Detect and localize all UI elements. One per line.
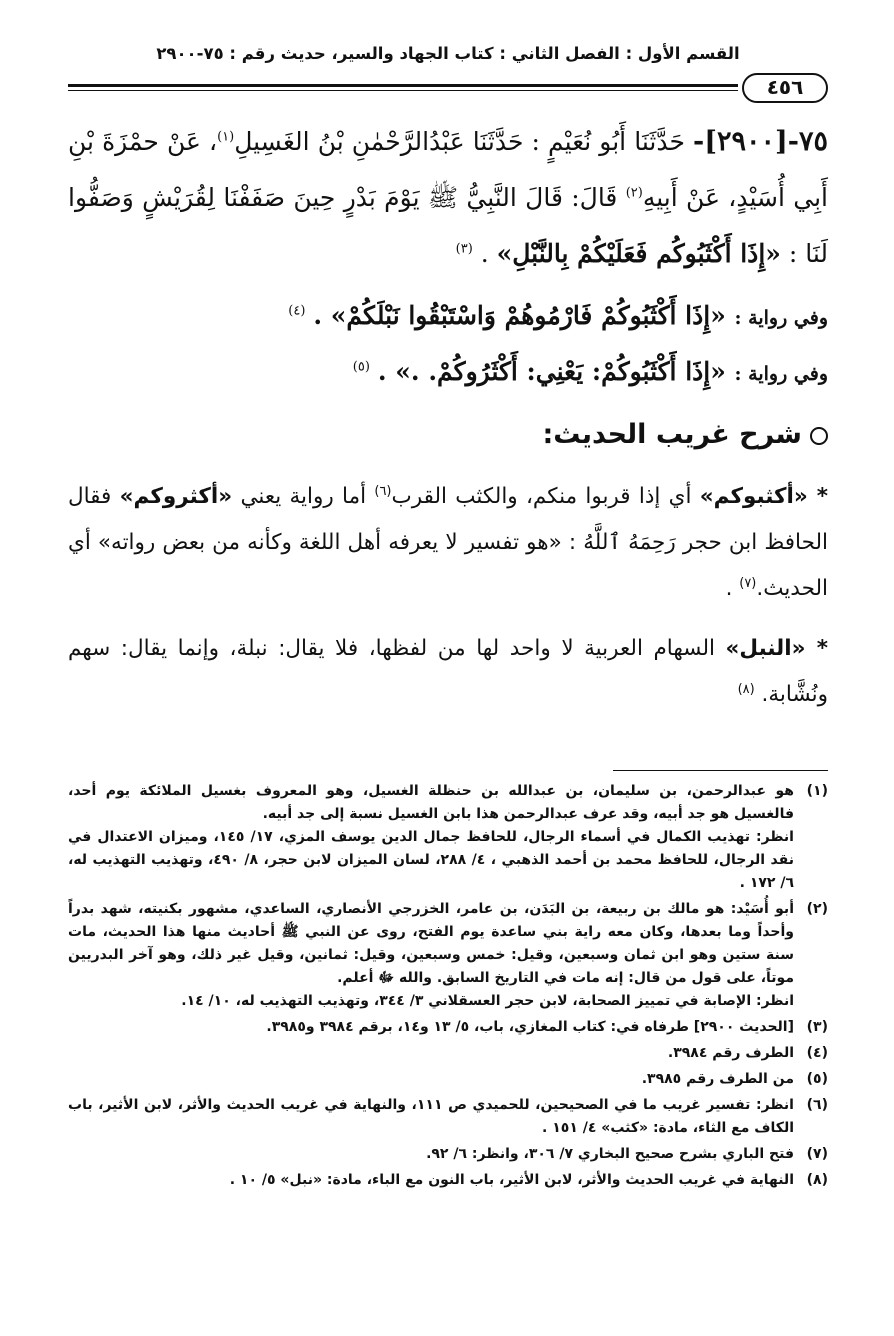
- hadith-number: ٧٥-[٢٩٠٠]-: [692, 126, 828, 157]
- explanation-text: السهام العربية لا واحد لها من لفظها، فلا يقال: نبلة، وإنما يقال: سهم ونُشَّابة.: [68, 636, 828, 707]
- explanation-1: [68, 474, 828, 612]
- footnote-line: انظر: تفسير غريب ما في الصحيحين، للحميدي ص ١١١، والنهاية في غريب الحديث والأثر، لابن الأثير، باب الكاف مع الثاء، مادة: «كثب» ٤/ ١٥١ .: [68, 1097, 794, 1136]
- section-title: [68, 410, 828, 460]
- footnote-4: [68, 1042, 828, 1065]
- footnote-body: [68, 1042, 794, 1065]
- variant-text: «إِذَا أَكْثَبُوكُمْ: يَعْنِي: أَكْثَرُوكُمْ. .» .: [377, 357, 735, 386]
- footnote-ref-4[interactable]: (٤): [288, 303, 306, 319]
- footnote-number: (٣): [806, 1019, 828, 1035]
- footnote-ref-7[interactable]: (٧): [739, 575, 757, 591]
- hadith-isnad-2: ، عَنْ حمْزَةَ بْنِ أَبِي أُسَيْدٍ، عَنْ أَبِيهِ: [68, 127, 828, 212]
- footnote-number: (٦): [806, 1097, 828, 1113]
- footnote-body: [68, 1169, 794, 1192]
- footnotes: [68, 780, 828, 1195]
- hadith-text: [68, 114, 828, 282]
- footnote-number: (٢): [806, 901, 828, 917]
- footnote-number: (٥): [806, 1071, 828, 1087]
- footnote-7: [68, 1143, 828, 1166]
- hadith-matn-intro: قَالَ: قَالَ النَّبِيُّ ﷺ يَوْمَ بَدْرٍ حِينَ صَفَفْنَا لِقُرَيْشٍ وَصَفُّوا لَنَا :: [68, 183, 828, 268]
- variant-label: وفي رواية :: [734, 307, 828, 329]
- footnote-line: النهاية في غريب الحديث والأثر، لابن الأثير، باب النون مع الباء، مادة: «نبل» ٥/ ١٠ .: [229, 1172, 794, 1188]
- hadith-isnad-1: حَدَّثَنَا أَبُو نُعَيْمٍ : حَدَّثَنَا عَبْدُالرَّحْمٰنِ بْنُ الغَسِيلِ: [234, 127, 693, 156]
- header-rule-thin: [68, 90, 738, 91]
- footnote-5: [68, 1068, 828, 1091]
- footnote-ref-3[interactable]: (٣): [455, 241, 473, 257]
- footnote-number: (١): [806, 783, 828, 799]
- explanation-term-2: «أكثروكم»: [119, 484, 233, 509]
- footnote-separator: [613, 770, 828, 771]
- section-title-text: شرح غريب الحديث:: [542, 419, 802, 450]
- footnote-ref-5[interactable]: (٥): [352, 359, 370, 375]
- footnote-line: فتح الباري بشرح صحيح البخاري ٧/ ٣٠٦، وانظر: ٦/ ٩٢.: [426, 1146, 794, 1162]
- header-rule-thick: [68, 84, 738, 87]
- variant-1: [68, 288, 828, 346]
- hadith-end: .: [480, 239, 497, 268]
- footnote-1: [68, 780, 828, 895]
- explanation-term: * «النبل»: [725, 636, 828, 661]
- circle-bullet-icon: [810, 427, 828, 445]
- variant-label: وفي رواية :: [734, 363, 828, 385]
- footnote-line: أبو أُسَيْد: هو مالك بن ربيعة، بن البَدَن، بن عامر، الخزرجي الأنصاري، الساعدي، مشهور بكنيته، شهد بدراً وأحداً وما بعدها، وكان معه راية بني ساعدة يوم الفتح، روى عن النبي ﷺ أحاديث منها هذا الحديث، مات سنة ستين وهو ابن ثمان وسبعين، وقيل: خمس وسبعين، وقيل: ثمانين، وقيل غير ذلك، وهو آخر البدريين موتاً، على قول من قال: إنه مات في التاريخ السابق. والله ﷻ أعلم.: [68, 901, 794, 986]
- explanation-text: أما رواية يعني: [232, 484, 375, 509]
- footnote-ref-8[interactable]: (٨): [737, 681, 755, 697]
- footnote-line: انظر: تهذيب الكمال في أسماء الرجال، للحافظ جمال الدين يوسف المزي، ١٧/ ١٤٥، وميزان الاعتدال في نقد الرجال، للحافظ محمد بن أحمد الذهبي ، ٤/ ٢٨٨، لسان الميزان لابن حجر، ٨/ ٤٩٠، وتهذيب التهذيب له، ٦/ ١٧٢ .: [68, 829, 794, 891]
- footnote-ref-6[interactable]: (٦): [374, 483, 392, 499]
- footnote-number: (٤): [806, 1045, 828, 1061]
- book-page: [68, 34, 828, 1294]
- footnote-6: [68, 1094, 828, 1140]
- footnote-line: انظر: الإصابة في تمييز الصحابة، لابن حجر العسقلاني ٣/ ٣٤٤، وتهذيب التهذيب له، ١٠/ ١٤.: [181, 993, 794, 1009]
- footnote-line: هو عبدالرحمن، بن سليمان، بن عبدالله بن حنظلة الغسيل، وهو المعروف بغسيل الملائكة يوم أحد، فالغسيل هو جد أبيه، وقد عرف عبدالرحمن هذا بابن الغسيل نسبة إلى جد أبيه.: [68, 783, 794, 822]
- footnote-8: [68, 1169, 828, 1192]
- explanation-end: .: [725, 576, 740, 601]
- footnote-body: [68, 1016, 794, 1039]
- footnote-ref-1[interactable]: (١): [217, 129, 235, 145]
- footnote-number: (٨): [806, 1172, 828, 1188]
- footnote-body: [68, 780, 794, 895]
- page-number: ٤٥٦: [742, 73, 828, 103]
- footnote-body: [68, 1094, 794, 1140]
- variant-text: «إِذَا أَكْثَبُوكُمْ فَارْمُوهُمْ وَاسْتَبْقُوا نَبْلَكُمْ» .: [313, 301, 735, 330]
- footnote-3: [68, 1016, 828, 1039]
- footnote-ref-2[interactable]: (٢): [625, 185, 643, 201]
- explanation-text: فقال الحافظ ابن حجر رَحِمَهُ ٱللَّهُ : «هو تفسير لا يعرفه أهل اللغة وكأنه من بعض رواته» أي الحديث.: [68, 484, 828, 601]
- footnote-2: [68, 898, 828, 1013]
- footnote-number: (٧): [806, 1146, 828, 1162]
- footnote-line: الطرف رقم ٣٩٨٤.: [667, 1045, 794, 1061]
- hadith-quote: «إِذَا أَكْثَبُوكُم فَعَلَيْكُمْ بِالنَّبْلِ»: [496, 239, 781, 268]
- explanation-text: أي إذا قربوا منكم، والكثب القرب: [391, 484, 700, 509]
- footnote-body: [68, 1143, 794, 1166]
- footnote-line: من الطرف رقم ٣٩٨٥.: [641, 1071, 794, 1087]
- variant-2: [68, 344, 828, 402]
- explanation-2: [68, 626, 828, 718]
- footnote-body: [68, 898, 794, 1013]
- explanation-term: * «أكثبوكم»: [699, 484, 828, 509]
- running-title: القسم الأول : الفصل الثاني : كتاب الجهاد والسير، حديث رقم : ٧٥-٢٩٠٠: [156, 44, 740, 63]
- footnote-body: [68, 1068, 794, 1091]
- footnote-line: [الحديث ٢٩٠٠] طرفاه في: كتاب المغازي، باب، ٥/ ١٣ و١٤، برقم ٣٩٨٤ و٣٩٨٥.: [266, 1019, 794, 1035]
